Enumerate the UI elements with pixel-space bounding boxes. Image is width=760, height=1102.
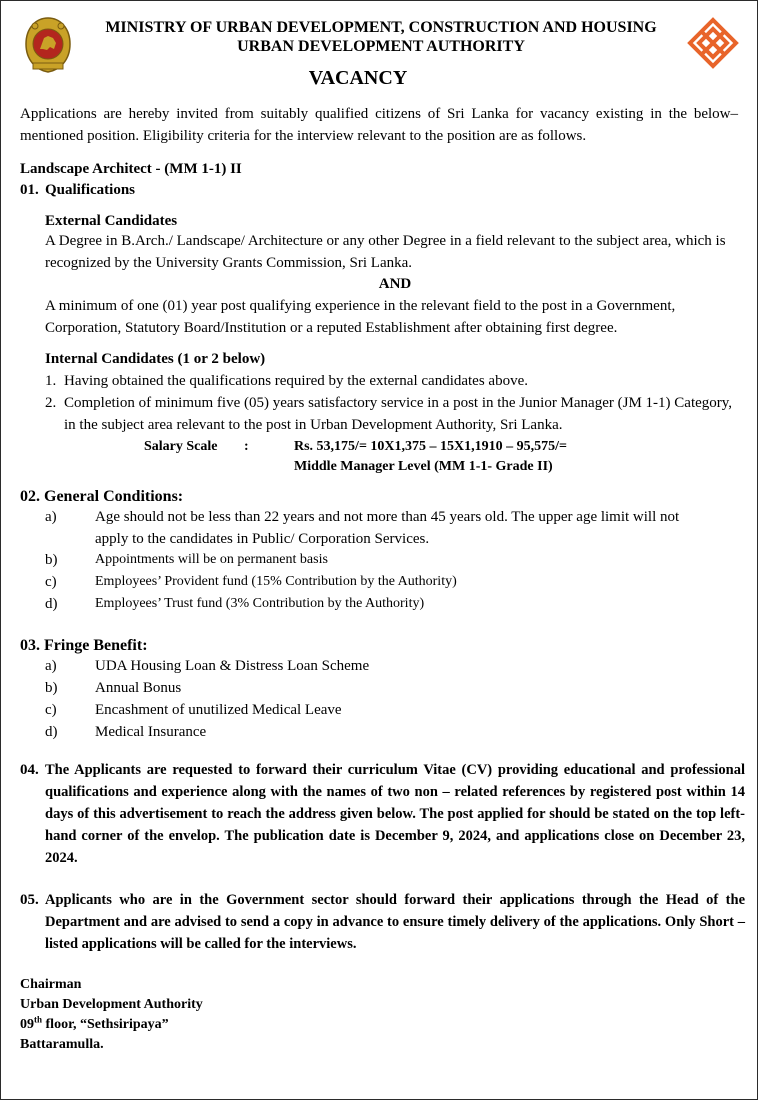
intro-paragraph: Applications are hereby invited from suitably qualified citizens of Sri Lanka for vacancy existing in the below–mentioned position. Eligibility criteria for the interview relevant to the position are as follows. xyxy=(20,106,738,144)
list-item: UDA Housing Loan & Distress Loan Scheme xyxy=(95,658,370,674)
section-number: 05. xyxy=(20,892,39,908)
list-item-letter: c) xyxy=(45,702,57,718)
and-separator: AND xyxy=(378,276,412,292)
signatory-organization: Urban Development Authority xyxy=(20,997,203,1012)
list-item-letter: b) xyxy=(45,680,58,696)
list-item-number: 2. xyxy=(45,395,57,411)
page-title: VACANCY xyxy=(308,67,408,89)
qualifications-heading: Qualifications xyxy=(45,182,136,198)
list-item-letter: c) xyxy=(45,574,57,590)
list-item: Age should not be less than 22 years and not more than 45 years old. The upper age limit will not apply to the candidates in Public/ Corporation Services. xyxy=(95,509,680,547)
application-instructions: The Applicants are requested to forward their curriculum Vitae (CV) providing educational and professional qualifications and experience along with the names of two non – related references by registered post within 14 days of this advertisement to reach the address given below. The post applied for should be stated on the top left-hand corner of the envelop. The publication date is December 9, 2024, and applications close on December 23, 2024. xyxy=(45,762,745,866)
authority-heading: URBAN DEVELOPMENT AUTHORITY xyxy=(237,38,525,55)
external-candidates-heading: External Candidates xyxy=(45,213,178,229)
uda-logo-icon xyxy=(687,17,739,69)
salary-level: Middle Manager Level (MM 1-1- Grade II) xyxy=(294,459,553,474)
list-item-letter: b) xyxy=(45,552,58,568)
signatory-address-line: 09th floor, “Sethsiripaya” xyxy=(20,1014,169,1032)
salary-scale-colon: : xyxy=(244,439,249,454)
list-item: Appointments will be on permanent basis xyxy=(95,552,328,567)
sri-lanka-emblem-icon xyxy=(23,16,73,74)
section-number: 04. xyxy=(20,762,39,778)
signatory-city: Battaramulla. xyxy=(20,1037,104,1052)
list-item-letter: a) xyxy=(45,658,57,674)
list-item: Employees’ Provident fund (15% Contribution by the Authority) xyxy=(95,574,457,589)
list-item: Encashment of unutilized Medical Leave xyxy=(95,702,342,718)
position-title: Landscape Architect - (MM 1-1) II xyxy=(20,161,242,177)
list-item: Medical Insurance xyxy=(95,724,207,740)
fringe-benefit-heading: 03. Fringe Benefit: xyxy=(20,637,148,654)
general-conditions-heading: 02. General Conditions: xyxy=(20,488,184,505)
salary-scale-value: Rs. 53,175/= 10X1,375 – 15X1,1910 – 95,575/= xyxy=(294,439,568,454)
external-requirement-degree: A Degree in B.Arch./ Landscape/ Architecture or any other Degree in a field relevant to the subject area, which is recognized by the University Grants Commission, Sri Lanka. xyxy=(45,233,726,271)
salary-scale-label: Salary Scale xyxy=(144,439,218,454)
signatory-title: Chairman xyxy=(20,977,82,992)
list-item-letter: d) xyxy=(45,596,58,612)
internal-candidates-heading: Internal Candidates (1 or 2 below) xyxy=(45,351,266,367)
list-item: Having obtained the qualifications required by the external candidates above. xyxy=(64,373,528,389)
list-item: Completion of minimum five (05) years satisfactory service in a post in the Junior Manager (JM 1-1) Category, in the subject area relevant to the post in Urban Development Authority, Sri Lanka. xyxy=(64,395,733,433)
list-item-letter: a) xyxy=(45,509,57,525)
list-item-number: 1. xyxy=(45,373,57,389)
list-item: Employees’ Trust fund (3% Contribution by the Authority) xyxy=(95,596,425,611)
section-number: 01. xyxy=(20,182,39,198)
ministry-heading: MINISTRY OF URBAN DEVELOPMENT, CONSTRUCTION AND HOUSING xyxy=(105,19,657,36)
list-item-letter: d) xyxy=(45,724,58,740)
government-applicants-note: Applicants who are in the Government sector should forward their applications through the Head of the Department and are advised to send a copy in advance to ensure timely delivery of the applications. Only Short – listed applications will be called for the interviews. xyxy=(45,892,745,952)
list-item: Annual Bonus xyxy=(95,680,182,696)
external-requirement-experience: A minimum of one (01) year post qualifying experience in the relevant field to the post in a Government, Corporation, Statutory Board/Institution or a reputed Establishment after obtaining first degree. xyxy=(45,298,676,336)
signature-block xyxy=(20,975,203,1055)
